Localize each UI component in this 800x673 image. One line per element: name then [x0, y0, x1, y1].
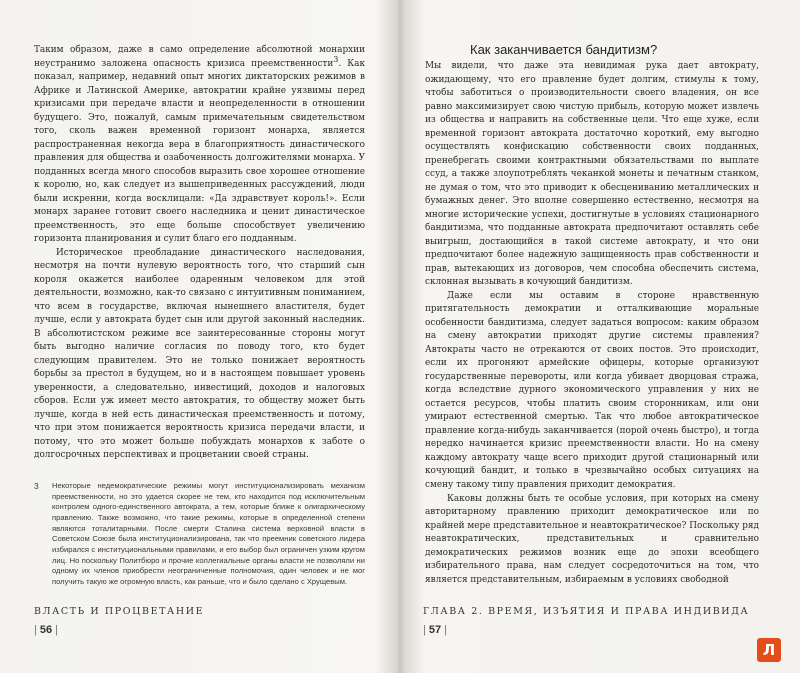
right-body-text: [425, 60, 759, 587]
page-number: | 57 |: [423, 624, 447, 636]
paragraph: Даже если мы оставим в стороне нравственную притягательность демократии и отталкивающие моральные особенности бандитизма, следует задаться вопросом: каким образом на смену автократии приходят другие системы правления? Автократы часто не отрекаются от своих постов. Это происходит, если их прогоняют армейские офицеры, которые организуют государственные перевороты, или когда убивает дворцовая стража, когда вследствие дурного экономического управления у них не остается ресурсов, чтобы платить своим сторонникам, или они умирают естественной смертью. Так что любое автократическое правление когда-нибудь заканчивается (порой очень быстро), и тогда нередко начинается кризис преемственности власти. Но на смену каждому автократу чаще всего приходит другой стационарный или кочующий бандит, и только в чрезвычайно особых ситуациях на смену такому типу правления приходит демократия.: [425, 290, 759, 490]
running-head: Как заканчивается бандитизм?: [470, 42, 658, 57]
labirint-logo-icon: Л: [757, 638, 781, 662]
paragraph: Мы видели, что даже эта невидимая рука дает автократу, ожидающему, что его правление будет долгим, стимулы к тому, чтобы заботиться о производительности своего владения, он все равно максимизирует свою чистую прибыль, которую может извлечь из общества и направить на собственные цели. Что еще хуже, если временной горизонт автократа достаточно короткий, ему выгодно осуществлять конфискацию собственности своих подданных, пренебрегать своими контрактными обязательствами по выплате ссуд, а также злоупотреблять чеканкой монеты и печатным станком, не думая о том, что это приводит к обесцениванию металлических и бумажных денег. Это вполне совершенно естественно, несмотря на многие исторические успехи, достигнутые в условиях стационарного бандитизма, что подданные автократа предпочитают оставлять себе выигрыш, достающийся в такой системе автократу, и что они предпочитают более надежную защищенность прав собственности и прав, вытекающих из договоров, чем способна обеспечить система, склонная вызывать в кочующий бандитизм.: [425, 61, 759, 288]
folio-title: ВЛАСТЬ И ПРОЦВЕТАНИЕ: [34, 606, 205, 617]
footnote-number: 3: [34, 481, 39, 491]
paragraph: Таким образом, даже в само определение абсолютной монархии неустранимо заложена опасность кризиса преемственности3. Как показал, например, недавний опыт многих диктаторских режимов в Африке и Латинской Америке, автократии крайне уязвимы перед кризисами при передаче власти и неопределенности в отношении будущего. Это, пожалуй, самым примечательным свидетельством того, сколь важен временной горизонт монарха, является распространенная некогда вера в благоприятность династического правления для общества и озабоченность долгожителями монарха. У подданных всегда много способов выразить свое хорошее отношение к королю, но, как следует из вышеприведенных рассуждений, люди были искренни, когда восклицали: «Да здравствует король!». Если монарх заранее готовит своего наследника и ценит династическое преемственность, это еще больше способствует увеличению горизонта планирования и сулит благо его подданным.: [34, 45, 365, 245]
folio-title: ГЛАВА 2. ВРЕМЯ, ИЗЪЯТИЯ И ПРАВА ИНДИВИДА: [423, 606, 750, 617]
footnote-ref: 3: [333, 54, 339, 64]
left-body-text: [34, 44, 365, 463]
footnote: [34, 481, 365, 588]
footnote-text: Некоторые недемократические режимы могут институционализировать механизм преемственности, но это удается скорее не тем, кто находится под исключительным контролем одного-единственного автократа, а тем, которые ближе к олигархическому правлению. Также возможно, что такие режимы, которые в определенной степени являются тоталитарными. После смерти Сталина система верховной власти в Советском Союзе была институционализирована, так что преемник советского лидера избирался с институциональными правилами, и его выбор был ограничен узким кругом лиц. Но поскольку Политбюро и прочие коллегиальные органы власти не позволяли ни одному их членов приобрести неограниченные полномочия, один человек и не мог получить такую же огромную власть, как раньше, что и было сделано с Хрущевым.: [52, 481, 365, 587]
page-number: | 56 |: [34, 624, 58, 636]
paragraph: Историческое преобладание династического наследования, несмотря на почти нулевую вероятность того, что старший сын короля окажется наиболее одаренным человеком для этой деятельности, возможно, как-то связано с интуитивным пониманием, что всем в государстве, включая нынешнего властителя, будет лучше, если у автократа будет сын или другой законный наследник. В абсолютистском режиме все заинтересованные стороны могут быть выгодно наличие согласия по поводу того, кто будет следующим правителем. Это не только понижает вероятность борьбы за престол в будущем, но и в настоящем повышает уровень уверенности, а следовательно, инвестиций, доходов и налоговых сборов. Если уж имеет место автократия, то обществу может быть лучше, когда в ней есть династическая преемственность и потому, что при этом понижается вероятность кризиса передачи власти, и потому, что это может больше побуждать монархов к заботе о долгосрочных перспективах и процветании своей страны.: [34, 247, 365, 461]
paragraph: Каковы должны быть те особые условия, при которых на смену авторитарному правлению приходит демократическое или по крайней мере представительное и неавтократическое? Поскольку ряд неавтократических, представительных и сравнительно демократических режимов возник еще до эпохи всеобщего избирательного права, нам следует сосредоточиться на том, что является представительным, избираемым в условиях свободной: [425, 493, 759, 585]
